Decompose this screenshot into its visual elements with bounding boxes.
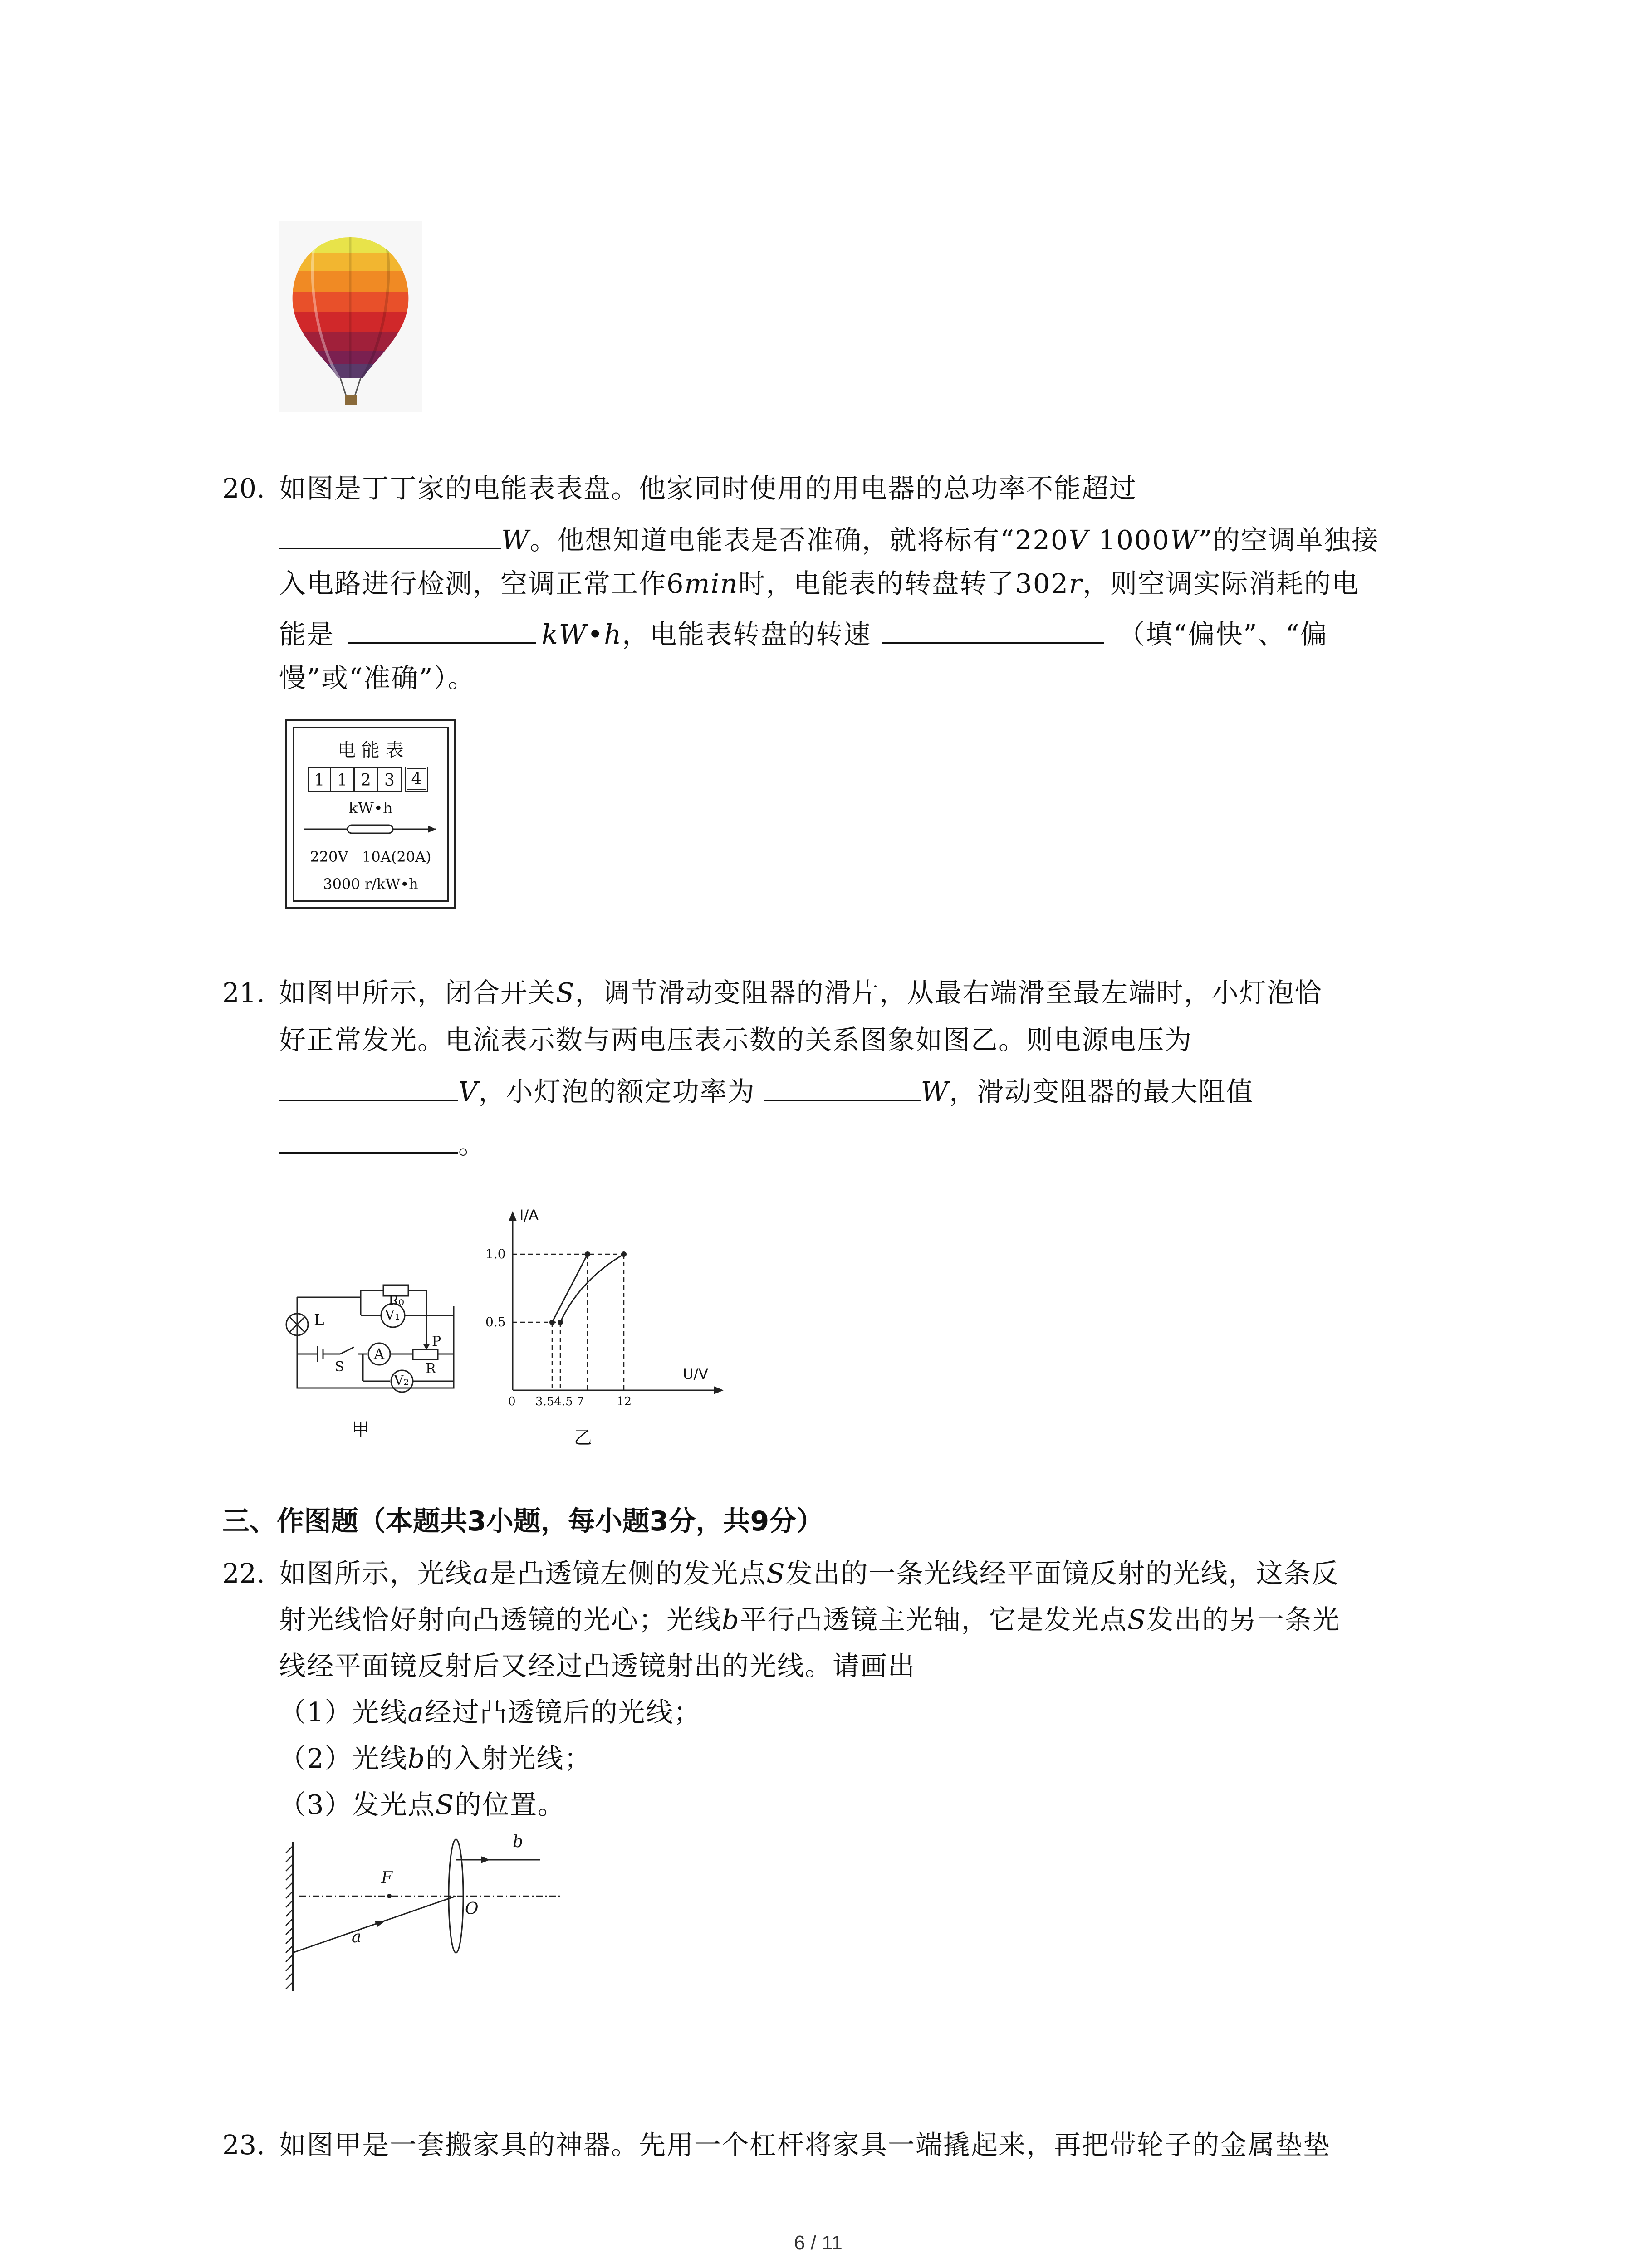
q21-line-4: 。	[279, 1123, 486, 1162]
graph-y-tick: 1.0	[485, 1246, 506, 1261]
graph-x-axis-label: U/V	[683, 1365, 709, 1383]
q20-line-3: 入电路进行检测，空调正常工作6min时，电能表的转盘转了302r，则空调实际消耗的电	[279, 568, 1360, 599]
q23-line-1: 如图甲是一套搬家具的神器。先用一个杠杆将家具一端撬起来，再把带轮子的金属垫垫	[279, 2129, 1331, 2160]
circuit-label-lamp: L	[314, 1311, 324, 1329]
circuit-diagram	[281, 1266, 490, 1456]
q20-line-2: W。他想知道电能表是否准确，就将标有“220V 1000W”的空调单独接	[279, 519, 1379, 558]
q22-line-1: 如图所示，光线a是凸透镜左侧的发光点S发出的一条光线经平面镜反射的光线，这条反	[279, 1558, 1339, 1589]
meter-unit: kW•h	[348, 799, 393, 817]
question-21-number: 21.	[222, 977, 265, 1008]
q22-item-1: （1）光线a经过凸透镜后的光线；	[279, 1696, 701, 1728]
circuit-label-v2: V₂	[394, 1373, 409, 1388]
graph-y-tick: 0.5	[485, 1315, 506, 1330]
meter-digit: 3	[378, 767, 402, 792]
q21-line-1: 如图甲所示，闭合开关S，调节滑动变阻器的滑片，从最右端滑至最左端时，小灯泡恰	[279, 977, 1323, 1008]
answer-blank-energy[interactable]	[348, 613, 536, 644]
meter-title: 电 能 表	[338, 740, 404, 761]
circuit-caption: 甲	[352, 1419, 370, 1440]
circuit-label-r: R	[426, 1361, 436, 1377]
section-3-heading: 三、作图题（本题共3小题，每小题3分，共9分）	[222, 1505, 824, 1537]
graph-origin: 0	[508, 1395, 516, 1408]
circuit-label-ammeter: A	[374, 1345, 385, 1363]
answer-blank-speed[interactable]	[882, 613, 1104, 644]
circuit-label-switch: S	[335, 1359, 344, 1375]
question-23-number: 23.	[222, 2129, 265, 2160]
q21-line-2: 好正常发光。电流表示数与两电压表示数的关系图象如图乙。则电源电压为	[279, 1024, 1193, 1056]
electric-meter-figure	[285, 719, 456, 909]
figure-label-a: a	[352, 1928, 362, 1946]
answer-blank-voltage[interactable]	[279, 1070, 458, 1101]
question-22-number: 22.	[222, 1558, 265, 1589]
question-20-number: 20.	[222, 473, 265, 504]
graph-x-ticks: 3.54.5 7	[535, 1395, 584, 1408]
q22-item-2: （2）光线b的入射光线；	[279, 1743, 592, 1774]
graph-x-tick-12: 12	[617, 1395, 632, 1408]
figure-label-b: b	[513, 1833, 524, 1851]
answer-blank-max-power[interactable]	[279, 519, 501, 549]
meter-disc-icon	[304, 820, 436, 838]
meter-digit: 2	[355, 767, 378, 792]
page-number: 6 / 11	[794, 2232, 843, 2254]
lens-mirror-figure	[281, 1833, 572, 2000]
meter-constant: 3000 r/kW•h	[323, 875, 418, 893]
graph-caption: 乙	[574, 1427, 592, 1448]
meter-digit-decimal: 4	[405, 767, 428, 792]
q20-line-5: 慢”或“准确”）。	[279, 662, 475, 694]
circuit-label-v1: V₁	[385, 1307, 400, 1323]
hot-air-balloon-image	[279, 221, 422, 412]
graph-y-axis-label: I/A	[519, 1207, 539, 1224]
meter-digits	[308, 767, 428, 792]
circuit-label-r0: R₀	[388, 1293, 404, 1309]
q22-line-2: 射光线恰好射向凸透镜的光心；光线b平行凸透镜主光轴，它是发光点S发出的另一条光	[279, 1604, 1341, 1635]
q20-line-4: 能是 kW•h，电能表转盘的转速 （填“偏快”、“偏	[279, 613, 1328, 652]
meter-digit: 1	[308, 767, 331, 792]
meter-digit: 1	[331, 767, 355, 792]
circuit-label-p: P	[432, 1334, 441, 1349]
answer-blank-max-resistance[interactable]	[279, 1123, 458, 1154]
figure-label-o: O	[465, 1900, 479, 1918]
answer-blank-rated-power[interactable]	[764, 1070, 921, 1101]
q21-line-3: V，小灯泡的额定功率为 W，滑动变阻器的最大阻值	[279, 1070, 1254, 1110]
q20-line-1: 如图是丁丁家的电能表表盘。他家同时使用的用电器的总功率不能超过	[279, 473, 1137, 504]
iu-graph	[483, 1207, 737, 1456]
figure-label-f: F	[381, 1869, 392, 1887]
meter-rating: 220V 10A(20A)	[310, 848, 431, 865]
q22-item-3: （3）发光点S的位置。	[279, 1789, 565, 1820]
q22-line-3: 线经平面镜反射后又经过凸透镜射出的光线。请画出	[279, 1650, 916, 1681]
